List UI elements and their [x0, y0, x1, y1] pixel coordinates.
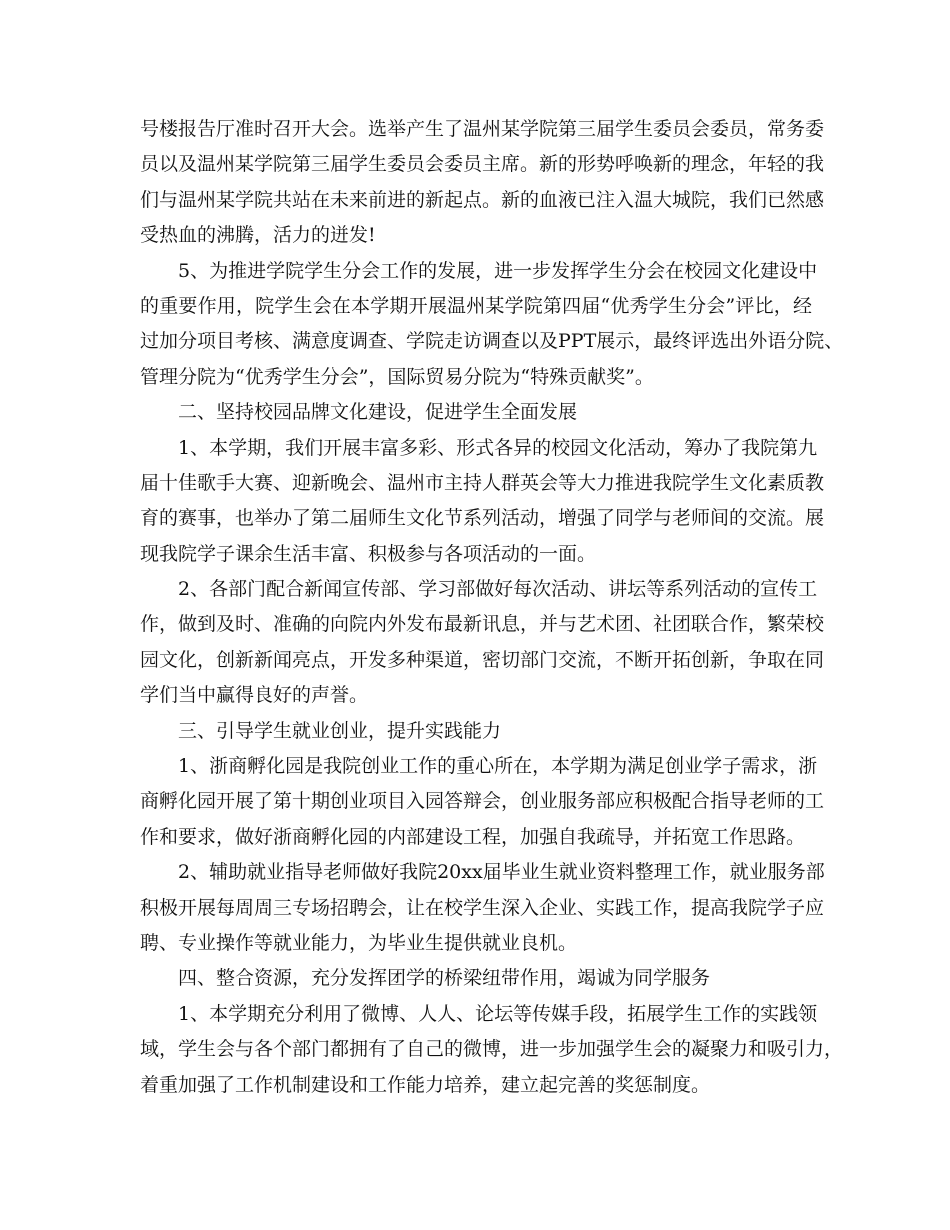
- text-line: 作，做到及时、准确的向院内外发布最新讯息，并与艺术团、社团联合作，繁荣校: [140, 613, 825, 636]
- text-line: 现我院学子课余生活丰富、积极参与各项活动的一面。: [140, 542, 597, 565]
- text-line: 届十佳歌手大赛、迎新晚会、温州市主持人群英会等大力推进我院学生文化素质教: [140, 471, 825, 494]
- text-line: 作和要求，做好浙商孵化园的内部建设工程，加强自我疏导，并拓宽工作思路。: [140, 825, 806, 848]
- paragraph-first-line: 2、辅助就业指导老师做好我院20xx届毕业生就业资料整理工作，就业服务部: [178, 861, 825, 884]
- text-line: 受热血的沸腾，活力的迸发!: [140, 224, 376, 247]
- section-heading: 三、引导学生就业创业，提升实践能力: [178, 719, 502, 742]
- text-line: 学们当中赢得良好的声誉。: [140, 684, 369, 707]
- text-line: 员以及温州某学院第三届学生委员会委员主席。新的形势呼唤新的理念，年轻的我: [140, 153, 825, 176]
- paragraph-first-line: 1、本学期充分利用了微博、人人、论坛等传媒手段，拓展学生工作的实践领: [178, 1002, 818, 1025]
- text-line: 们与温州某学院共站在未来前进的新起点。新的血液已注入温大城院，我们已然感: [140, 188, 825, 211]
- paragraph-first-line: 5、为推进学院学生分会工作的发展，进一步发挥学生分会在校园文化建设中: [178, 259, 818, 282]
- paragraph-first-line: 1、浙商孵化园是我院创业工作的重心所在，本学期为满足创业学子需求，浙: [178, 755, 818, 778]
- text-line: 的重要作用，院学生会在本学期开展温州某学院第四届“优秀学生分会”评比，经: [140, 294, 812, 317]
- document-body: [140, 112, 844, 1103]
- text-line: 着重加强了工作机制建设和工作能力培养，建立起完善的奖惩制度。: [140, 1073, 711, 1096]
- section-heading: 四、整合资源，充分发挥团学的桥梁纽带作用，竭诚为同学服务: [178, 967, 711, 990]
- text-line: 管理分院为“优秀学生分会”，国际贸易分院为“特殊贡献奖”。: [140, 365, 654, 388]
- text-line: 积极开展每周周三专场招聘会，让在校学生深入企业、实践工作，提高我院学子应: [140, 896, 825, 919]
- paragraph-first-line: 1、本学期，我们开展丰富多彩、形式各异的校园文化活动，筹办了我院第九: [178, 436, 818, 459]
- section-heading: 二、坚持校园品牌文化建设，促进学生全面发展: [178, 401, 578, 424]
- text-line: 园文化，创新新闻亮点，开发多种渠道，密切部门交流，不断开拓创新，争取在同: [140, 648, 825, 671]
- paragraph-first-line: 2、各部门配合新闻宣传部、学习部做好每次活动、讲坛等系列活动的宣传工: [178, 578, 818, 601]
- text-line: 过加分项目考核、满意度调查、学院走访调查以及PPT展示，最终评选出外语分院、: [140, 330, 844, 353]
- text-line: 号楼报告厅准时召开大会。选举产生了温州某学院第三届学生委员会委员，常务委: [140, 118, 825, 140]
- text-line: 商孵化园开展了第十期创业项目入园答辩会，创业服务部应积极配合指导老师的工: [140, 790, 825, 813]
- text-line: 域，学生会与各个部门都拥有了自己的微博，进一步加强学生会的凝聚力和吸引力，: [140, 1038, 844, 1061]
- text-line: 育的赛事，也举办了第二届师生文化节系列活动，增强了同学与老师间的交流。展: [140, 507, 825, 530]
- text-line: 聘、专业操作等就业能力，为毕业生提供就业良机。: [140, 931, 578, 954]
